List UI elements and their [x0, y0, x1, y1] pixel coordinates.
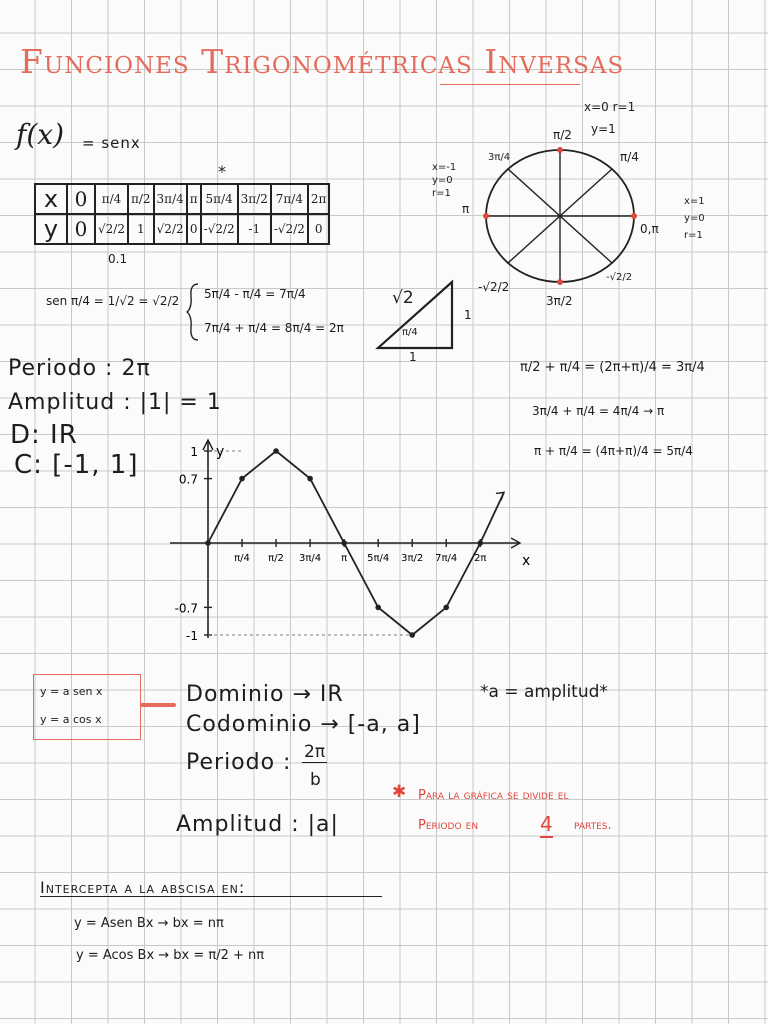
data-point	[409, 632, 415, 638]
function-definition: = senx	[82, 134, 141, 152]
data-point	[307, 476, 313, 482]
table-cell: 5π/4	[201, 184, 238, 214]
table-cell: -√2/2	[271, 214, 308, 244]
circle-bottom-label: 3π/2	[546, 294, 573, 308]
triangle-base: 1	[409, 350, 417, 364]
identity-line-1: 5π/4 - π/4 = 7π/4	[204, 287, 306, 301]
circle-left-label: π	[462, 202, 470, 216]
y-tick-label: -0.7	[174, 601, 198, 616]
amplitude-note: *a = amplitud*	[480, 682, 608, 702]
sum-line-3: π + π/4 = (4π+π)/4 = 5π/4	[534, 444, 693, 458]
x-tick-label: 7π/4	[435, 553, 458, 564]
data-point	[477, 540, 483, 546]
table-cell: √2/2	[95, 214, 128, 244]
sum-line-2: 3π/4 + π/4 = 4π/4 → π	[532, 404, 665, 418]
circle-left-note-y: y=0	[432, 175, 453, 186]
data-point	[273, 448, 279, 454]
table-cell: 0	[67, 184, 95, 214]
summary-periodo: Periodo :	[186, 750, 292, 775]
y-tick-label: 1	[190, 445, 198, 459]
table-cell: 0	[308, 214, 330, 244]
y-axis-label: y	[216, 444, 225, 460]
circle-lower-left-label: -√2/2	[478, 280, 510, 294]
circle-lower-right-label: -√2/2	[606, 272, 633, 283]
circle-top-label: π/2	[553, 128, 572, 142]
x-tick-label: π/2	[268, 553, 284, 564]
intercept-underline	[40, 896, 382, 897]
data-point	[205, 540, 211, 546]
summary-dominio: Dominio → IR	[186, 682, 344, 707]
summary-amplitud: Amplitud : |a|	[176, 812, 339, 837]
formula-sen: y = a sen x	[40, 685, 103, 698]
intercept-cos: y = Acos Bx → bx = π/2 + nπ	[76, 948, 265, 963]
table-cell: 3π/4	[154, 184, 187, 214]
table-cell: -√2/2	[201, 214, 238, 244]
y-tick-label: -1	[186, 629, 198, 643]
dominio-property: D: IR	[10, 420, 78, 450]
intercept-title: Intercepta a la abscisa en:	[40, 878, 246, 897]
table-cell: 3π/2	[238, 184, 271, 214]
title-underline	[440, 84, 580, 85]
periodo-property: Periodo : 2π	[8, 356, 151, 381]
red-note-line-1: Para la gráfica se divide el	[418, 788, 569, 803]
data-point	[341, 540, 347, 546]
x-tick-label: 3π/2	[401, 553, 424, 564]
intercept-sen: y = Asen Bx → bx = nπ	[74, 916, 224, 931]
circle-right-note-r: r=1	[684, 230, 703, 241]
circle-right-label: 0,π	[640, 222, 659, 236]
sine-chart	[150, 436, 540, 646]
table-cell: √2/2	[154, 214, 187, 244]
periodo-denominator: b	[310, 770, 321, 790]
circle-diag-label: π/4	[620, 150, 639, 164]
red-note-line-2-pre: Periodo en	[418, 818, 479, 833]
identity-line-2: 7π/4 + π/4 = 8π/4 = 2π	[204, 321, 344, 335]
table-footnote: 0.1	[108, 252, 128, 266]
circle-right-note-y: y=0	[684, 213, 705, 224]
triangle-hypotenuse: √2	[392, 288, 414, 308]
x-axis-label: x	[522, 553, 531, 569]
table-row-x	[35, 184, 329, 214]
identity-brace	[186, 282, 200, 342]
table-cell: 1	[128, 214, 154, 244]
data-point	[239, 476, 245, 482]
table-row-y	[35, 214, 329, 244]
data-point	[375, 605, 381, 611]
circle-top-note-1: x=0 r=1	[584, 100, 636, 114]
table-cell: 0	[67, 214, 95, 244]
values-table	[34, 183, 330, 245]
unit-circle	[483, 148, 639, 288]
table-cell: π/2	[128, 184, 154, 214]
red-note-number: 4	[540, 812, 553, 836]
circle-left-note-r: r=1	[432, 188, 451, 199]
x-tick-label: 3π/4	[299, 553, 322, 564]
table-cell: 7π/4	[271, 184, 308, 214]
codominio-property: C: [-1, 1]	[14, 450, 139, 480]
triangle-angle: π/4	[402, 327, 418, 338]
table-cell: 2π	[308, 184, 330, 214]
red-star-icon: ✱	[392, 782, 407, 802]
summary-codominio: Codominio → [-a, a]	[186, 712, 421, 737]
circle-top-note-2: y=1	[591, 122, 616, 136]
table-x-label: x	[35, 184, 67, 214]
right-triangle-diagram	[376, 280, 456, 350]
table-y-label: y	[35, 214, 67, 244]
circle-right-note-x: x=1	[684, 196, 705, 207]
x-tick-label: 2π	[474, 553, 487, 564]
function-label: f(x)	[16, 118, 65, 151]
periodo-numerator: 2π	[304, 742, 326, 762]
triangle-side: 1	[464, 308, 472, 322]
y-tick-label: 0.7	[178, 472, 198, 487]
table-star: *	[218, 162, 226, 181]
circle-upper-left-label: 3π/4	[488, 152, 511, 163]
page-title: Funciones Trigonométricas Inversas	[20, 42, 625, 81]
table-cell: 0	[187, 214, 201, 244]
sum-line-1: π/2 + π/4 = (2π+π)/4 = 3π/4	[520, 360, 705, 375]
x-tick-label: π	[341, 553, 348, 564]
table-cell: -1	[238, 214, 271, 244]
formula-box	[33, 674, 141, 740]
table-cell: π/4	[95, 184, 128, 214]
circle-left-note-x: x=-1	[432, 162, 457, 173]
formula-cos: y = a cos x	[40, 713, 102, 726]
amplitud-property: Amplitud : |1| = 1	[8, 390, 222, 415]
red-note-line-2-post: partes.	[574, 818, 612, 833]
x-tick-label: 5π/4	[367, 553, 390, 564]
sen-identity: sen π/4 = 1/√2 = √2/2	[46, 294, 180, 308]
table-cell: π	[187, 184, 201, 214]
data-point	[443, 605, 449, 611]
x-tick-label: π/4	[234, 553, 250, 564]
box-connector	[140, 703, 176, 707]
